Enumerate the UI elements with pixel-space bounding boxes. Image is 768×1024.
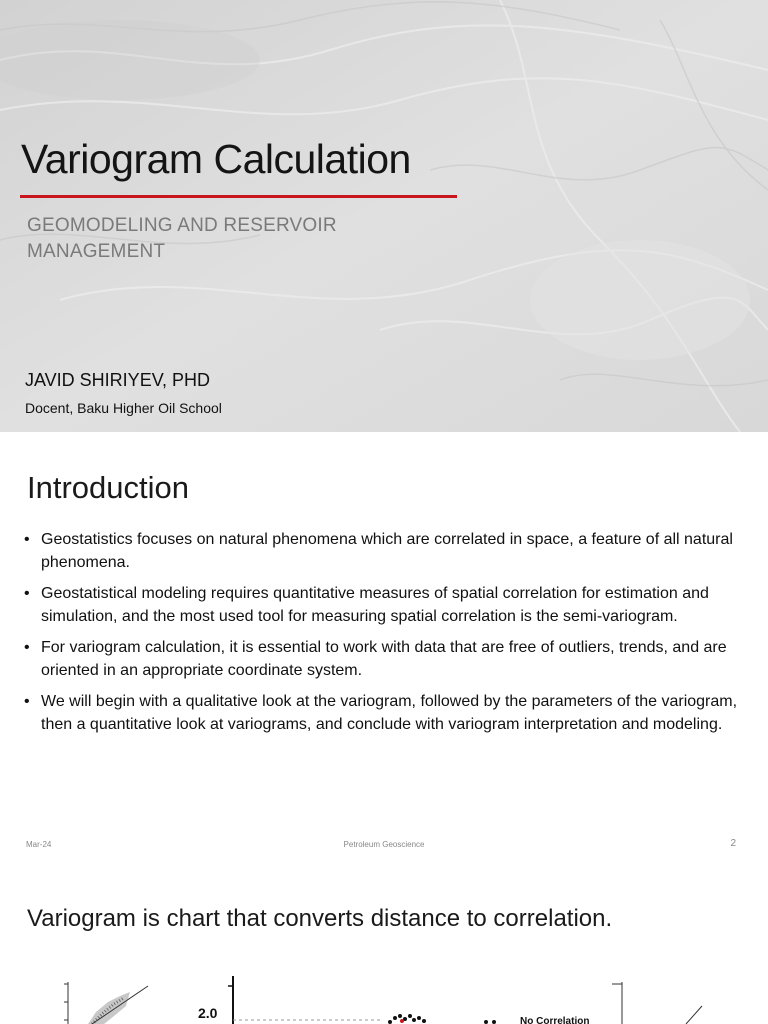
bullet-icon: • <box>24 531 30 548</box>
no-correlation-label: No Correlation <box>520 1016 590 1024</box>
title-slide <box>0 0 768 432</box>
bullet-list <box>22 529 742 745</box>
presentation-title: Variogram Calculation <box>21 136 411 182</box>
bullet-text: For variogram calculation, it is essential to work with data that are free of outliers, trends, and are oriented in an appropriate coordinate system. <box>41 639 727 679</box>
bullet-icon: • <box>24 585 30 602</box>
slide-heading: Introduction <box>27 470 189 505</box>
list-item <box>22 691 742 736</box>
title-underline <box>20 195 457 198</box>
variogram-slide <box>0 864 768 1024</box>
variogram-figure <box>0 974 768 1024</box>
variogram-plot-thumbnail <box>198 976 589 1024</box>
author-name: JAVID SHIRIYEV, PHD <box>25 370 211 390</box>
bullet-icon: • <box>24 693 30 710</box>
correlation-plot-thumbnail <box>612 982 702 1024</box>
bullet-text: We will begin with a qualitative look at the variogram, followed by the parameters of the variogram, then a quantitative look at variograms, and conclude with variogram interpretation and modeling. <box>41 693 738 733</box>
footer-date: Mar-24 <box>26 840 52 849</box>
introduction-slide <box>0 432 768 864</box>
bullet-text: Geostatistics focuses on natural phenomena which are correlated in space, a feature of all natural phenomena. <box>41 531 733 571</box>
scatter-plot-thumbnail <box>64 982 148 1024</box>
footer-title: Petroleum Geoscience <box>343 840 425 849</box>
bullet-icon: • <box>24 639 30 656</box>
bullet-text: Geostatistical modeling requires quantitative measures of spatial correlation for estimation and simulation, and the most used tool for measuring spatial correlation is the semi-variogram. <box>41 585 709 625</box>
y-tick-label: 2.0 <box>198 1005 218 1021</box>
slide-heading: Variogram is chart that converts distance to correlation. <box>27 905 613 932</box>
page-number: 2 <box>730 838 736 849</box>
presentation-subtitle: GEOMODELING AND RESERVOIR MANAGEMENT <box>27 215 337 262</box>
list-item <box>22 529 742 574</box>
list-item <box>22 583 742 628</box>
author-affiliation: Docent, Baku Higher Oil School <box>25 400 222 416</box>
list-item <box>22 637 742 682</box>
variogram-points <box>388 1014 426 1024</box>
